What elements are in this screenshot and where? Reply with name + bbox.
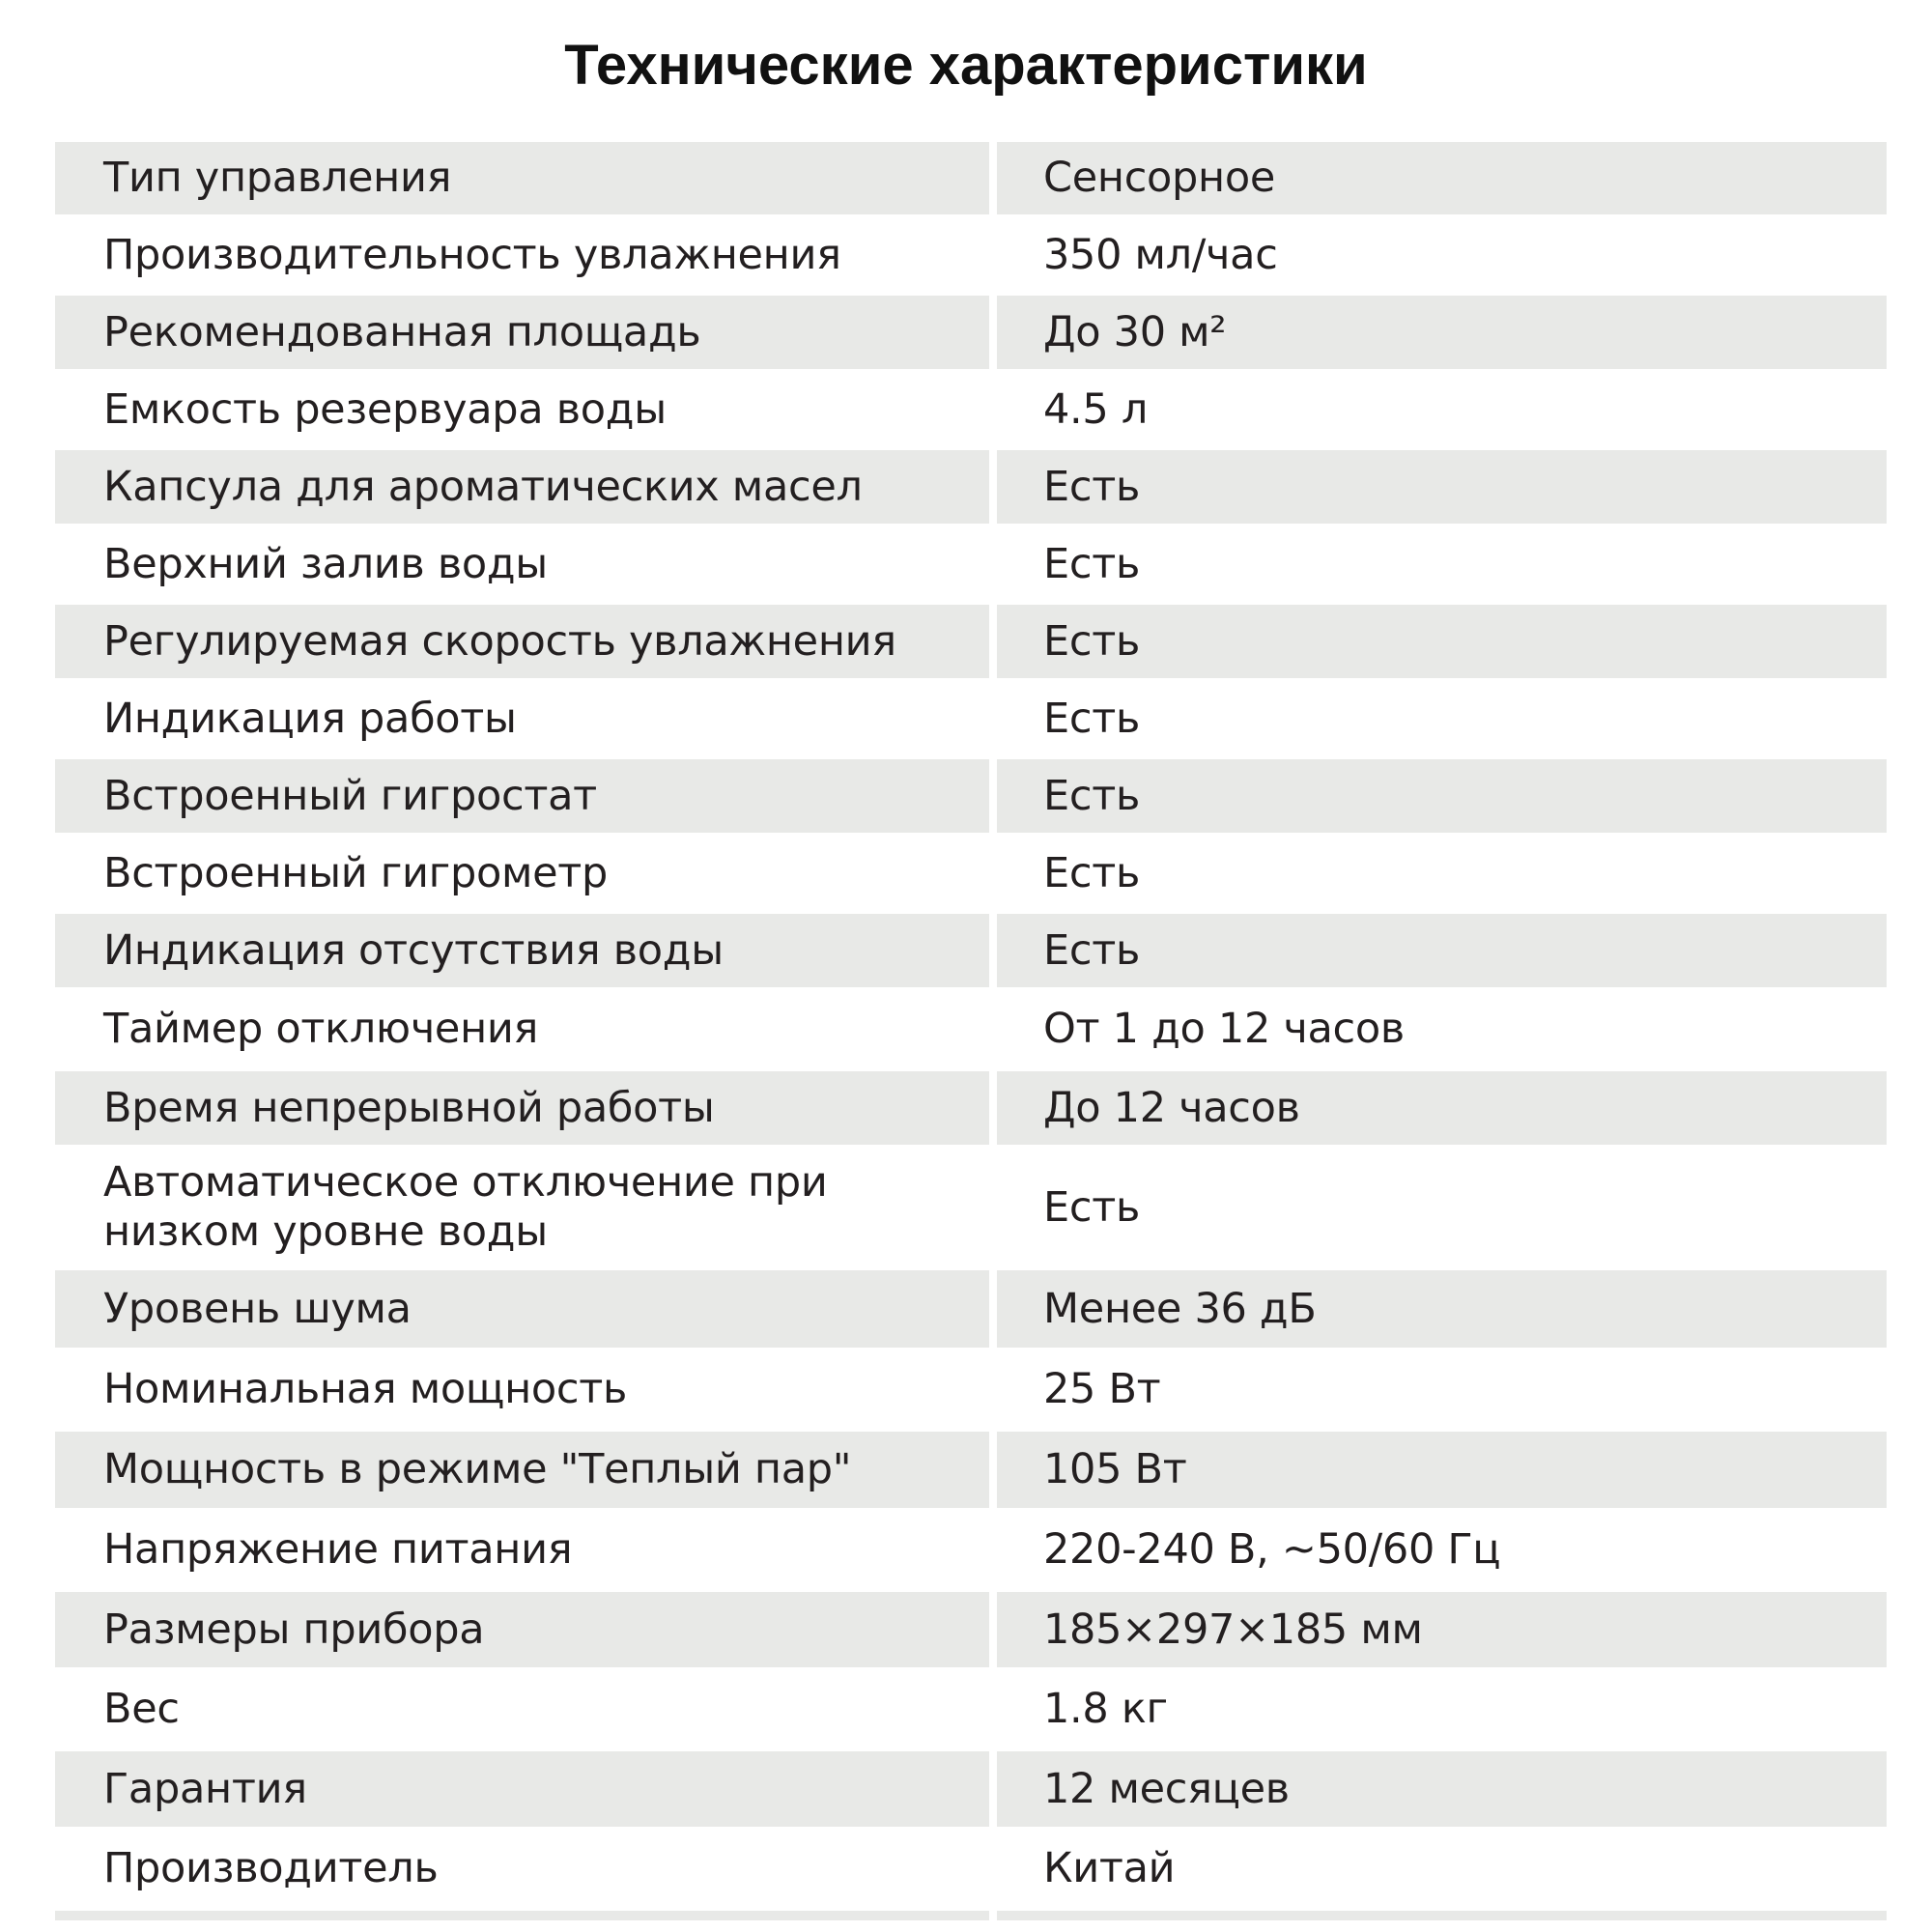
table-row bbox=[55, 682, 1887, 755]
spec-label: Номинальная мощность bbox=[103, 1365, 628, 1413]
spec-label: Время непрерывной работы bbox=[55, 1071, 989, 1145]
page-title: Технические характеристики bbox=[564, 34, 1368, 97]
spec-label: Автоматическое отключение при низком уровне воды bbox=[103, 1158, 828, 1256]
table-row bbox=[55, 1831, 1887, 1907]
spec-value: 220-240 В, ~50/60 Гц bbox=[1043, 1525, 1501, 1574]
spec-value: Есть bbox=[1043, 694, 1141, 743]
spec-value: 1.8 кг bbox=[1043, 1685, 1168, 1733]
table-row-partial bbox=[55, 1911, 1887, 1920]
spec-label-empty bbox=[55, 1911, 989, 1920]
spec-label: Встроенный гигрометр bbox=[103, 848, 609, 897]
spec-label: Производительность увлажнения bbox=[103, 230, 841, 279]
table-row bbox=[55, 142, 1887, 214]
spec-value-empty bbox=[997, 1911, 1887, 1920]
spec-value: 350 мл/час bbox=[1043, 230, 1278, 279]
spec-value: 4.5 л bbox=[1043, 384, 1149, 434]
spec-value: 12 месяцев bbox=[997, 1751, 1887, 1827]
table-row bbox=[55, 914, 1887, 987]
spec-value: 25 Вт bbox=[1043, 1365, 1161, 1413]
table-row bbox=[55, 1751, 1887, 1827]
table-row bbox=[55, 1671, 1887, 1747]
table-row bbox=[55, 605, 1887, 678]
spec-label: Регулируемая скорость увлажнения bbox=[55, 605, 989, 678]
spec-value: 185×297×185 мм bbox=[997, 1592, 1887, 1667]
table-row bbox=[55, 1149, 1887, 1266]
spec-value: До 30 м² bbox=[997, 296, 1887, 369]
spec-label: Производитель bbox=[103, 1844, 439, 1892]
spec-value: Есть bbox=[1043, 848, 1141, 897]
spec-label: Емкость резервуара воды bbox=[103, 384, 667, 434]
table-row bbox=[55, 1512, 1887, 1588]
spec-label: Размеры прибора bbox=[55, 1592, 989, 1667]
spec-value: Есть bbox=[997, 450, 1887, 524]
table-row bbox=[55, 1270, 1887, 1348]
spec-value: Менее 36 дБ bbox=[997, 1270, 1887, 1348]
spec-label: Вес bbox=[103, 1685, 180, 1733]
table-row bbox=[55, 527, 1887, 601]
spec-value: Есть bbox=[1043, 1182, 1141, 1232]
spec-value: Сенсорное bbox=[997, 142, 1887, 214]
spec-value: Китай bbox=[1043, 1844, 1176, 1892]
spec-label: Верхний залив воды bbox=[103, 539, 548, 588]
table-row bbox=[55, 1071, 1887, 1145]
spec-value: До 12 часов bbox=[997, 1071, 1887, 1145]
spec-label: Индикация работы bbox=[103, 694, 517, 743]
spec-value: От 1 до 12 часов bbox=[1043, 1005, 1405, 1053]
spec-value: Есть bbox=[997, 914, 1887, 987]
table-row bbox=[55, 991, 1887, 1067]
table-row bbox=[55, 1351, 1887, 1428]
table-row bbox=[55, 759, 1887, 833]
table-row bbox=[55, 218, 1887, 292]
spec-label: Таймер отключения bbox=[103, 1005, 539, 1053]
spec-label: Гарантия bbox=[55, 1751, 989, 1827]
spec-label: Встроенный гигростат bbox=[55, 759, 989, 833]
spec-label: Тип управления bbox=[55, 142, 989, 214]
table-row bbox=[55, 837, 1887, 910]
spec-value: Есть bbox=[997, 605, 1887, 678]
spec-value: Есть bbox=[997, 759, 1887, 833]
spec-value: Есть bbox=[1043, 539, 1141, 588]
table-row bbox=[55, 450, 1887, 524]
spec-label: Уровень шума bbox=[55, 1270, 989, 1348]
table-row bbox=[55, 1592, 1887, 1667]
table-row bbox=[55, 1432, 1887, 1508]
specs-table bbox=[55, 142, 1887, 1924]
spec-label: Мощность в режиме "Теплый пар" bbox=[55, 1432, 989, 1508]
spec-label: Рекомендованная площадь bbox=[55, 296, 989, 369]
spec-label: Индикация отсутствия воды bbox=[55, 914, 989, 987]
table-row bbox=[55, 373, 1887, 446]
spec-label: Капсула для ароматических масел bbox=[55, 450, 989, 524]
table-row bbox=[55, 296, 1887, 369]
spec-value: 105 Вт bbox=[997, 1432, 1887, 1508]
spec-label: Напряжение питания bbox=[103, 1525, 573, 1574]
